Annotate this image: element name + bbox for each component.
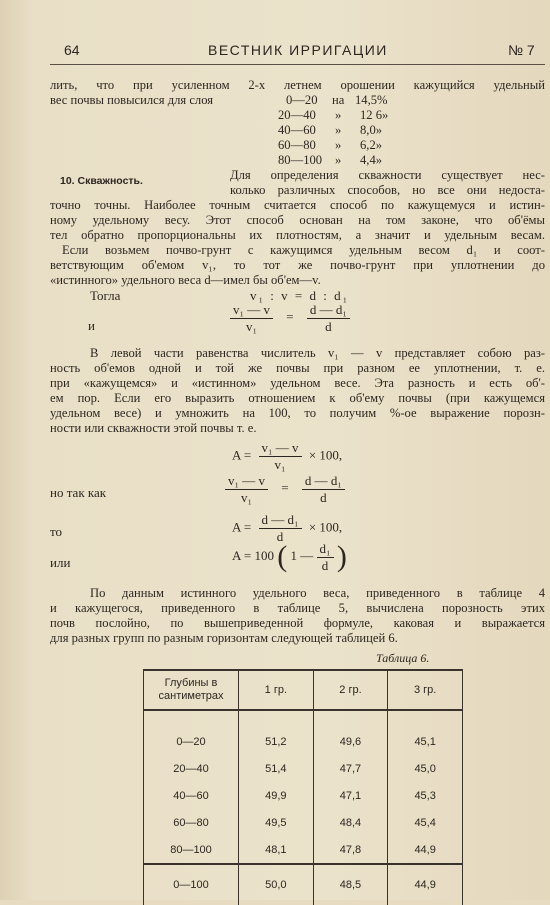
fraction-denominator: d xyxy=(321,557,329,573)
table-caption: Таблица 6. xyxy=(376,651,430,665)
layer-prefix: » xyxy=(335,138,342,152)
table-header-row xyxy=(144,670,463,710)
equation-proportion: v₁ : v = d : d₁ xyxy=(250,288,350,303)
fraction-numerator: d — d₁ xyxy=(307,302,350,319)
table-cell: 40—60 xyxy=(144,782,239,809)
table-cell: 45,1 xyxy=(388,710,463,755)
running-header xyxy=(0,40,550,62)
issue-number: № 7 xyxy=(508,42,535,58)
text-line: колько различных способов, но все они недоста- xyxy=(230,183,545,197)
table-cell: 45,4 xyxy=(388,809,463,836)
table-cell: 49,9 xyxy=(239,782,314,809)
section-heading: 10. Скважность. xyxy=(60,175,143,187)
layer-range: 0—20 xyxy=(286,93,318,107)
layer-value: 12 6» xyxy=(360,108,389,122)
layer-range: 60—80 xyxy=(278,138,316,152)
table-cell: 45,3 xyxy=(388,782,463,809)
header-rule xyxy=(50,64,545,65)
text-line: По данным истинного удельного веса, приведенного в таблице 4 xyxy=(90,586,545,600)
fraction-numerator: d — d₁ xyxy=(259,512,302,529)
text-line: В левой части равенства числитель v₁ — v представляет собою раз- xyxy=(90,346,545,360)
text-line: удельном весе) и умножить на 100, то получим %-ое выражение порозн- xyxy=(50,406,545,420)
equation-porosity-3 xyxy=(232,540,347,574)
layer-range: 40—60 xyxy=(278,123,316,137)
text-line: ному удельному весу. Этот способ основан на том законе, что об'ёмы xyxy=(50,213,545,227)
layer-value: 8,0» xyxy=(360,123,383,137)
text-line: Для определения скважности существует нес- xyxy=(230,168,545,182)
fraction-denominator: d xyxy=(325,319,332,334)
table-cell: 49,6 xyxy=(313,710,388,755)
porosity-table xyxy=(143,669,463,905)
word-i: и xyxy=(88,318,95,333)
text-line: ем пор. Если его выразить отношением к об'ему почвы (при кажущемся xyxy=(50,391,545,405)
layer-prefix: » xyxy=(335,123,342,137)
word-ili: или xyxy=(50,555,71,570)
table-cell: 60—80 xyxy=(144,809,239,836)
equation-tail: × 100, xyxy=(308,519,343,535)
equation-tail: × 100, xyxy=(308,447,343,463)
equals-sign: = xyxy=(286,309,294,325)
layer-value: 4,4» xyxy=(360,153,383,167)
table-cell: 45,0 xyxy=(388,755,463,782)
column-header: 1 гр. xyxy=(239,670,314,710)
column-header: Глубины в сантиметрах xyxy=(144,670,239,710)
text-line: точно точны. Наиболее точным считается способ по кажущемуся и истин- xyxy=(50,198,545,212)
table-cell: 47,8 xyxy=(313,836,388,864)
layer-range: 20—40 xyxy=(278,108,316,122)
table-cell: 44,9 xyxy=(388,864,463,905)
fraction-numerator: v₁ — v xyxy=(225,473,268,490)
layer-prefix: » xyxy=(335,108,342,122)
layer-range: 80—100 xyxy=(278,153,323,167)
phrase-no-tak-kak: но так как xyxy=(50,485,107,500)
equation-ratio-2 xyxy=(225,473,345,506)
text-line: для разных групп по разным горизонтам следующей таблицей 6. xyxy=(50,631,398,645)
table-row xyxy=(144,710,463,755)
text-line: Если возьмем почво-грунт с кажущимся удельным весом d₁ и соот- xyxy=(62,243,545,257)
table-cell: 49,5 xyxy=(239,809,314,836)
close-paren: ) xyxy=(336,540,347,573)
fraction-denominator: d xyxy=(320,490,327,505)
table-row xyxy=(144,782,463,809)
fraction-numerator: d₁ xyxy=(317,541,334,558)
text-line: ность об'емов одной и той же почвы при разном ее уплотнении, т. е. xyxy=(50,361,545,375)
fraction-denominator: v₁ xyxy=(241,490,253,505)
text-line: и кажущегося, приведенного в таблице 5, вычислена порозность этих xyxy=(50,601,545,615)
table-cell: 47,1 xyxy=(313,782,388,809)
table-cell: 44,9 xyxy=(388,836,463,864)
word-to: то xyxy=(50,524,63,539)
equation-one-minus: 1 — xyxy=(290,547,314,563)
table-cell: 51,2 xyxy=(239,710,314,755)
table-row xyxy=(144,755,463,782)
table-cell: 47,7 xyxy=(313,755,388,782)
fraction-denominator: v₁ xyxy=(246,319,258,334)
table-cell: 48,5 xyxy=(313,864,388,905)
fraction-denominator: v₁ xyxy=(274,457,286,472)
word-togda: Тогла xyxy=(90,288,121,303)
table-cell: 51,4 xyxy=(239,755,314,782)
layer-value: 14,5% xyxy=(355,93,388,107)
equals-sign: = xyxy=(281,480,289,496)
fraction-numerator: d — d₁ xyxy=(302,473,345,490)
journal-title: ВЕСТНИК ИРРИГАЦИИ xyxy=(208,42,388,58)
text-line: почв послойно, по вышеприведенной формуле, каковая и выражается xyxy=(50,616,545,630)
text-line: «истинного» удельного веса d—имел бы об'ем—v. xyxy=(50,273,321,287)
open-paren: ( xyxy=(277,540,288,573)
fraction-numerator: v₁ — v xyxy=(230,302,273,319)
table-cell: 80—100 xyxy=(144,836,239,864)
equation-lhs: A = xyxy=(232,447,252,463)
fraction-denominator: d xyxy=(276,529,284,544)
table-cell: 20—40 xyxy=(144,755,239,782)
text-line: лить, что при усиленном 2-х летнем орошении кажущийся удельный xyxy=(50,78,545,92)
column-header: 3 гр. xyxy=(388,670,463,710)
table-cell: 50,0 xyxy=(239,864,314,905)
table-cell: 0—100 xyxy=(144,864,239,905)
layer-prefix: » xyxy=(335,153,342,167)
text-line: при «кажущемся» и «истинном» удельном весе. Эта разность и есть об'- xyxy=(50,376,545,390)
fraction-numerator: v₁ — v xyxy=(259,440,302,457)
table-row xyxy=(144,836,463,864)
equation-porosity xyxy=(232,440,342,473)
page-number: 64 xyxy=(64,42,80,58)
text-line: ветствующим об'емом v₁, то тот же почво-грунт при уплотнении до xyxy=(50,258,545,272)
table-row xyxy=(144,809,463,836)
text-line: ности или скважности этой почвы т. е. xyxy=(50,421,257,435)
text-line: вес почвы повысился для слоя xyxy=(50,93,214,107)
layer-prefix: на xyxy=(332,93,345,107)
table-total-row xyxy=(144,864,463,905)
equation-lhs: A = xyxy=(232,519,252,535)
table-cell: 0—20 xyxy=(144,710,239,755)
table-cell: 48,4 xyxy=(313,809,388,836)
layer-value: 6,2» xyxy=(360,138,383,152)
text-line: тел обратно пропорциональны их плотностям, а значит и удельным весам. xyxy=(50,228,545,242)
equation-ratio xyxy=(230,302,350,335)
table-cell: 48,1 xyxy=(239,836,314,864)
column-header: 2 гр. xyxy=(313,670,388,710)
equation-lhs: A = 100 xyxy=(232,547,275,563)
